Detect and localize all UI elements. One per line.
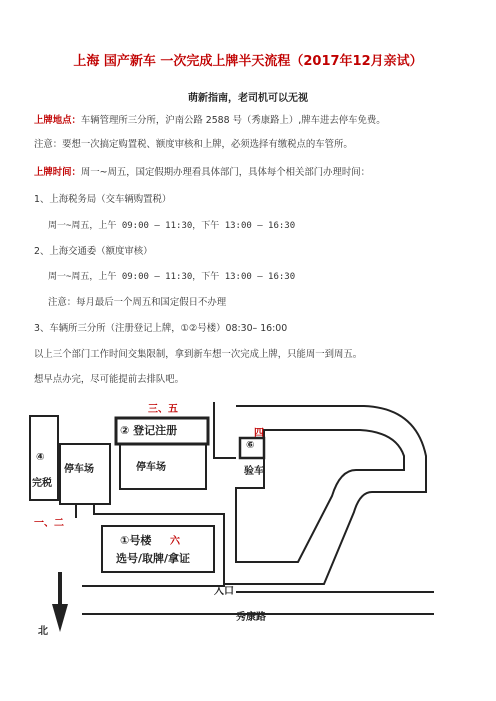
step-label-6: 六	[170, 536, 180, 547]
item-2-title: 2、上海交通委（额度审核）	[34, 246, 153, 257]
item-3: 3、车辆所三分所（注册登记上牌，①②号楼）08:30– 16:00	[34, 323, 288, 334]
parking-left-label: 停车场	[64, 464, 94, 475]
inspect-label: 验车	[244, 466, 264, 477]
building-1-label: ①号楼	[120, 534, 152, 547]
road-top-left	[214, 402, 236, 458]
location-text: 车辆管理所三分所，沪南公路 2588 号（秀康路上）,牌车进去停车免费。	[80, 115, 386, 126]
north-arrow-head	[52, 604, 68, 632]
note-2: 注意：每月最后一个周五和国定假日不办理	[48, 297, 227, 308]
tax-number: ④	[36, 452, 45, 463]
note-1: 注意：要想一次搞定购置税、额度审核和上牌，必须选择有缴税点的车管所。	[34, 139, 353, 150]
step-label-3-5: 三、五	[148, 404, 178, 415]
time-label: 上牌时间：	[34, 167, 81, 178]
page-title: 上海 国产新车 一次完成上牌半天流程（2017年12月亲试）	[73, 54, 423, 69]
register-label: ② 登记注册	[120, 424, 178, 437]
parking-mid-label: 停车场	[136, 462, 166, 473]
item-2-hours: 周一~周五，上午 09:00 – 11:30，下午 13:00 – 16:30	[48, 272, 296, 282]
time-line	[34, 167, 370, 179]
inspect-number: ⑥	[246, 440, 255, 451]
road-label: 秀康路	[236, 612, 266, 623]
step-label-1-2: 一、二	[34, 518, 64, 529]
step-label-4: 四	[254, 428, 264, 439]
page-subtitle: 萌新指南，老司机可以无视	[188, 93, 308, 104]
road-loop-inner	[236, 430, 404, 562]
entrance-label: 入口	[214, 586, 234, 597]
site-map	[24, 396, 456, 646]
summary-2: 想早点办完，尽可能提前去排队吧。	[34, 374, 185, 385]
item-1-hours: 周一~周五，上午 09:00 – 11:30，下午 13:00 – 16:30	[48, 221, 296, 231]
item-1-title: 1、上海税务局（交车辆购置税）	[34, 194, 172, 205]
building-1-desc: 选号/取牌/拿证	[116, 552, 191, 565]
time-text: 周一~周五，国定假期办理看具体部门，具体每个相关部门办理时间：	[80, 167, 370, 178]
location-label: 上牌地点：	[34, 115, 81, 126]
location-line	[34, 115, 386, 127]
north-label: 北	[38, 626, 48, 637]
summary-1: 以上三个部门工作时间交集限制，拿到新车想一次完成上牌，只能周一到周五。	[34, 349, 363, 360]
tax-label: 完税	[32, 478, 52, 489]
